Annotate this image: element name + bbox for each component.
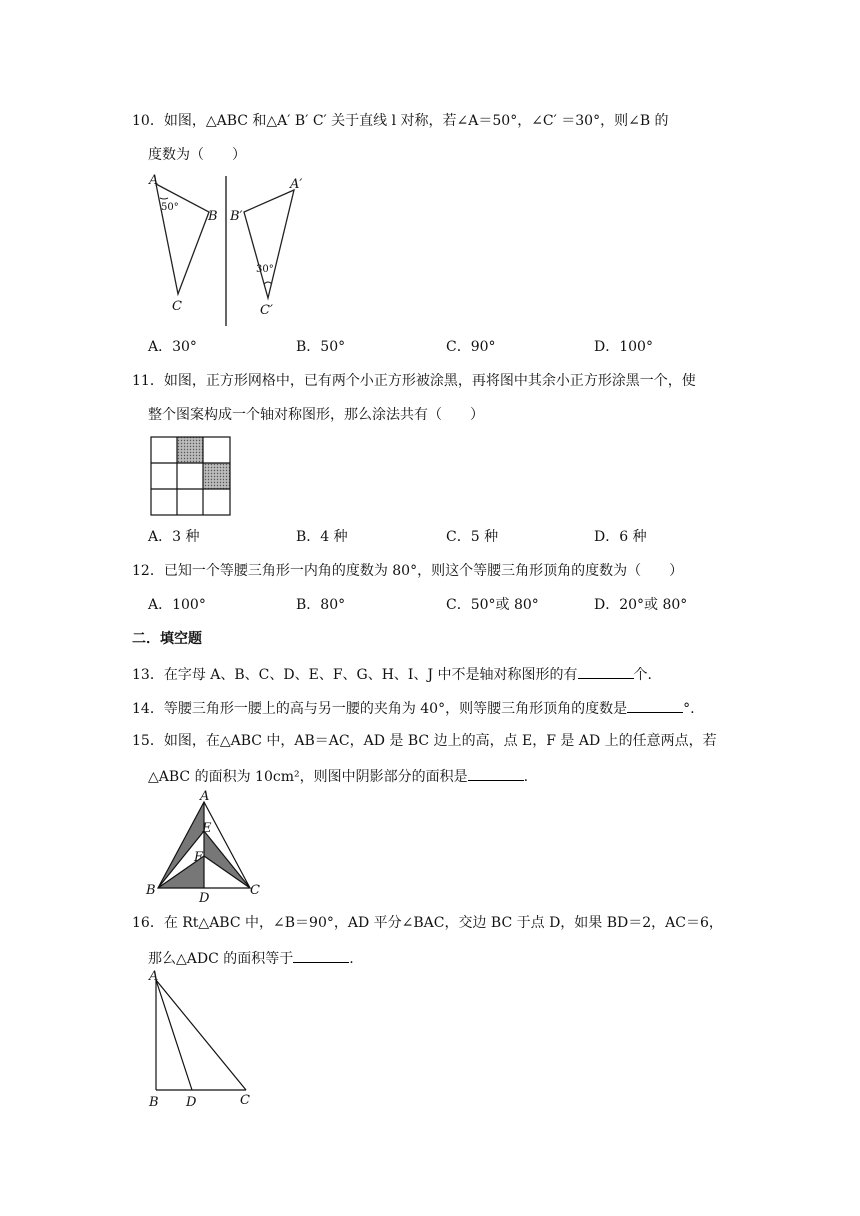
q15-line2 (148, 766, 528, 786)
q10-line2: 度数为（ ） (148, 147, 246, 163)
q11-line1: 11．如图，正方形网格中，已有两个小正方形被涂黑，再将图中其余小正方形涂黑一个，使 (132, 373, 696, 389)
label-a: A (149, 969, 159, 984)
q12-option-a[interactable]: A．100° (148, 597, 206, 613)
q16-blank[interactable] (293, 948, 349, 963)
q16-figure (146, 970, 266, 1110)
q11-option-a[interactable]: A．3 种 (148, 529, 200, 545)
label-a-prime: A′ (290, 177, 303, 192)
shaded-square-1 (177, 437, 203, 463)
q10-option-b[interactable]: B．50° (296, 339, 346, 355)
q15-suffix: . (523, 769, 529, 785)
q11-option-d[interactable]: D．6 种 (594, 529, 647, 545)
q15-text: △ABC 的面积为 10cm²，则图中阴影部分的面积是 (148, 769, 468, 785)
q12-option-d[interactable]: D．20°或 80° (594, 597, 688, 613)
q10-figure (146, 172, 316, 322)
q14-suffix: °. (683, 701, 695, 717)
q13-suffix: 个. (633, 667, 652, 683)
label-a: A (149, 173, 159, 188)
triangle-abc (156, 184, 209, 294)
label-c: C (250, 883, 260, 898)
label-f: F (194, 850, 204, 865)
q15-figure (146, 789, 266, 906)
q13-line (132, 664, 652, 684)
q11-option-b[interactable]: B．4 种 (296, 529, 348, 545)
label-b: B (208, 209, 218, 224)
label-d: D (186, 1095, 197, 1110)
q16-line1: 16．在 Rt△ABC 中，∠B＝90°，AD 平分∠BAC，交边 BC 于点 D，如果 BD＝2，AC＝6， (132, 915, 723, 931)
q10-option-c[interactable]: C．90° (446, 339, 496, 355)
q13-blank[interactable] (578, 664, 634, 679)
q12-option-c[interactable]: C．50°或 80° (446, 597, 539, 613)
q16-text: 那么△ADC 的面积等于 (148, 951, 294, 967)
q14-text: 14．等腰三角形一腰上的高与另一腰的夹角为 40°，则等腰三角形顶角的度数是 (132, 701, 628, 717)
q15-line1: 15．如图，在△ABC 中，AB＝AC，AD 是 BC 边上的高，点 E，F 是 AD 上的任意两点，若 (132, 733, 717, 749)
label-c: C (172, 299, 182, 314)
q10-line1: 10．如图，△ABC 和△A′ B′ C′ 关于直线 l 对称，若∠A＝50°，∠C′ ＝30°，则∠B 的 (132, 113, 669, 129)
q12-line1: 12．已知一个等腰三角形一内角的度数为 80°，则这个等腰三角形顶角的度数为（ ） (132, 563, 684, 579)
label-b: B (146, 883, 156, 898)
q14-blank[interactable] (627, 698, 683, 713)
angle-c-prime-label: 30° (256, 264, 274, 275)
label-d: D (199, 891, 210, 906)
q10-option-a[interactable]: A．30° (148, 339, 197, 355)
label-c: C (240, 1093, 250, 1108)
section-heading: 二．填空题 (132, 631, 202, 647)
angle-a-label: 50° (161, 202, 179, 213)
label-b-prime: B′ (230, 209, 243, 224)
label-c-prime: C′ (260, 303, 273, 318)
label-a: A (200, 789, 210, 804)
label-e: E (202, 821, 212, 836)
q11-option-c[interactable]: C．5 种 (446, 529, 499, 545)
q10-option-d[interactable]: D．100° (594, 339, 653, 355)
q11-line2: 整个图案构成一个轴对称图形，那么涂法共有（ ） (148, 407, 484, 423)
q16-suffix: . (349, 951, 354, 967)
q12-option-b[interactable]: B．80° (296, 597, 346, 613)
q16-line2 (148, 948, 354, 968)
q14-line (132, 698, 695, 718)
label-b: B (149, 1095, 159, 1110)
q15-blank[interactable] (468, 766, 524, 781)
shaded-square-2 (203, 463, 230, 489)
q13-text: 13．在字母 A、B、C、D、E、F、G、H、I、J 中不是轴对称图形的有 (132, 667, 578, 683)
q11-grid-figure (150, 436, 234, 516)
